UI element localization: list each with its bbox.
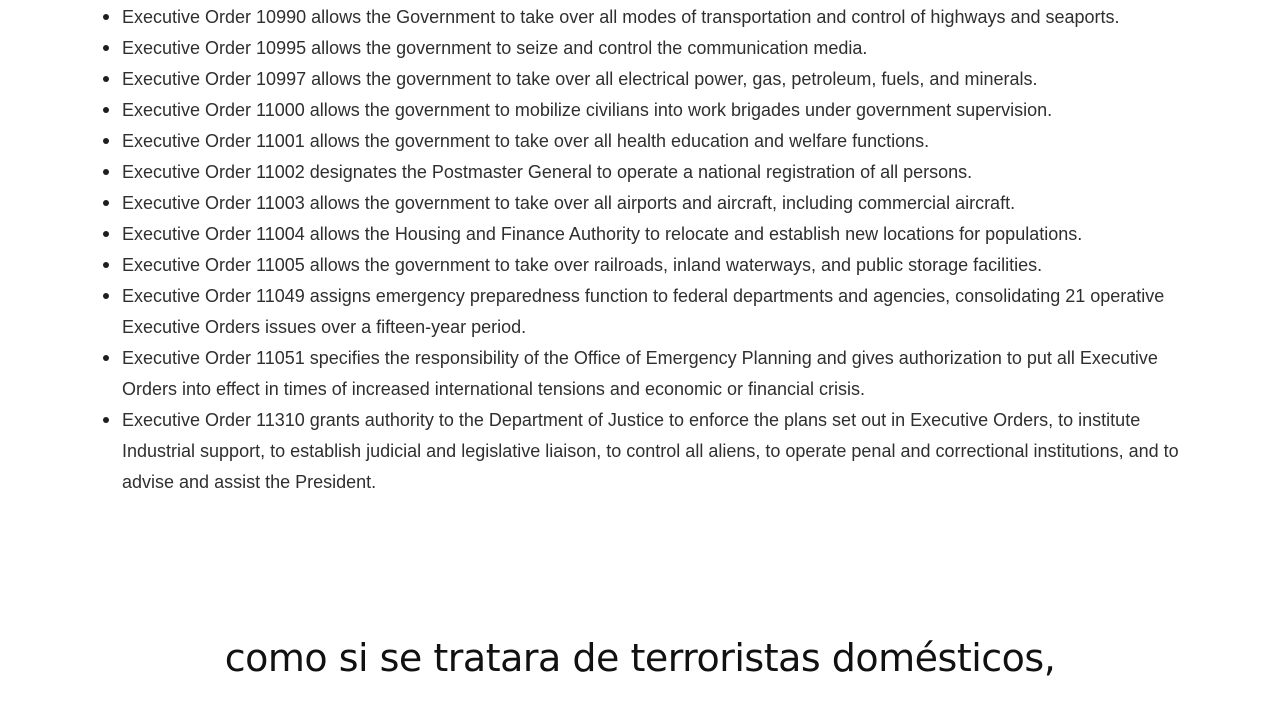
list-item-text: Executive Order 11000 allows the government to mobilize civilians into work brigades under government supervision. bbox=[122, 100, 1053, 120]
list-item-text: Executive Order 11049 assigns emergency preparedness function to federal departments and agencies, consolidating 21 operative Executive Orders issues over a fifteen-year period. bbox=[122, 286, 1165, 337]
list-item bbox=[122, 64, 1192, 95]
bullet-icon bbox=[103, 355, 109, 361]
bullet-icon bbox=[103, 293, 109, 299]
list-item bbox=[122, 33, 1192, 64]
list-item-text: Executive Order 10990 allows the Government to take over all modes of transportation and control of highways and seaports. bbox=[122, 7, 1120, 27]
list-item-text: Executive Order 10995 allows the government to seize and control the communication media. bbox=[122, 38, 868, 58]
bullet-icon bbox=[103, 14, 109, 20]
list-item-text: Executive Order 11005 allows the government to take over railroads, inland waterways, and public storage facilities. bbox=[122, 255, 1043, 275]
bullet-icon bbox=[103, 417, 109, 423]
list-item bbox=[122, 343, 1192, 405]
list-item-text: Executive Order 11001 allows the government to take over all health education and welfare functions. bbox=[122, 131, 930, 151]
bullet-icon bbox=[103, 200, 109, 206]
list-item bbox=[122, 95, 1192, 126]
bullet-icon bbox=[103, 231, 109, 237]
list-item bbox=[122, 250, 1192, 281]
video-subtitle: como si se tratara de terroristas domésticos, bbox=[224, 636, 1056, 680]
list-item bbox=[122, 405, 1192, 498]
bullet-icon bbox=[103, 45, 109, 51]
list-item bbox=[122, 2, 1192, 33]
bullet-icon bbox=[103, 262, 109, 268]
list-item bbox=[122, 281, 1192, 343]
list-item bbox=[122, 188, 1192, 219]
list-item-text: Executive Order 11310 grants authority to the Department of Justice to enforce the plans set out in Executive Orders, to institute Industrial support, to establish judicial and legislative liaison, to control all aliens, to operate penal and correctional institutions, and to advise and assist the President. bbox=[122, 410, 1179, 492]
list-item-text: Executive Order 11003 allows the government to take over all airports and aircraft, including commercial aircraft. bbox=[122, 193, 1016, 213]
bullet-icon bbox=[103, 138, 109, 144]
executive-orders-list bbox=[0, 2, 1192, 498]
list-item-text: Executive Order 11002 designates the Postmaster General to operate a national registration of all persons. bbox=[122, 162, 973, 182]
bullet-icon bbox=[103, 169, 109, 175]
bullet-icon bbox=[103, 76, 109, 82]
document-content bbox=[0, 2, 1280, 498]
list-item-text: Executive Order 11004 allows the Housing and Finance Authority to relocate and establish new locations for populations. bbox=[122, 224, 1083, 244]
list-item-text: Executive Order 11051 specifies the responsibility of the Office of Emergency Planning and gives authorization to put all Executive Orders into effect in times of increased international tensions and economic or financial crisis. bbox=[122, 348, 1158, 399]
list-item bbox=[122, 219, 1192, 250]
bullet-icon bbox=[103, 107, 109, 113]
list-item bbox=[122, 157, 1192, 188]
list-item-text: Executive Order 10997 allows the government to take over all electrical power, gas, petroleum, fuels, and minerals. bbox=[122, 69, 1038, 89]
list-item bbox=[122, 126, 1192, 157]
